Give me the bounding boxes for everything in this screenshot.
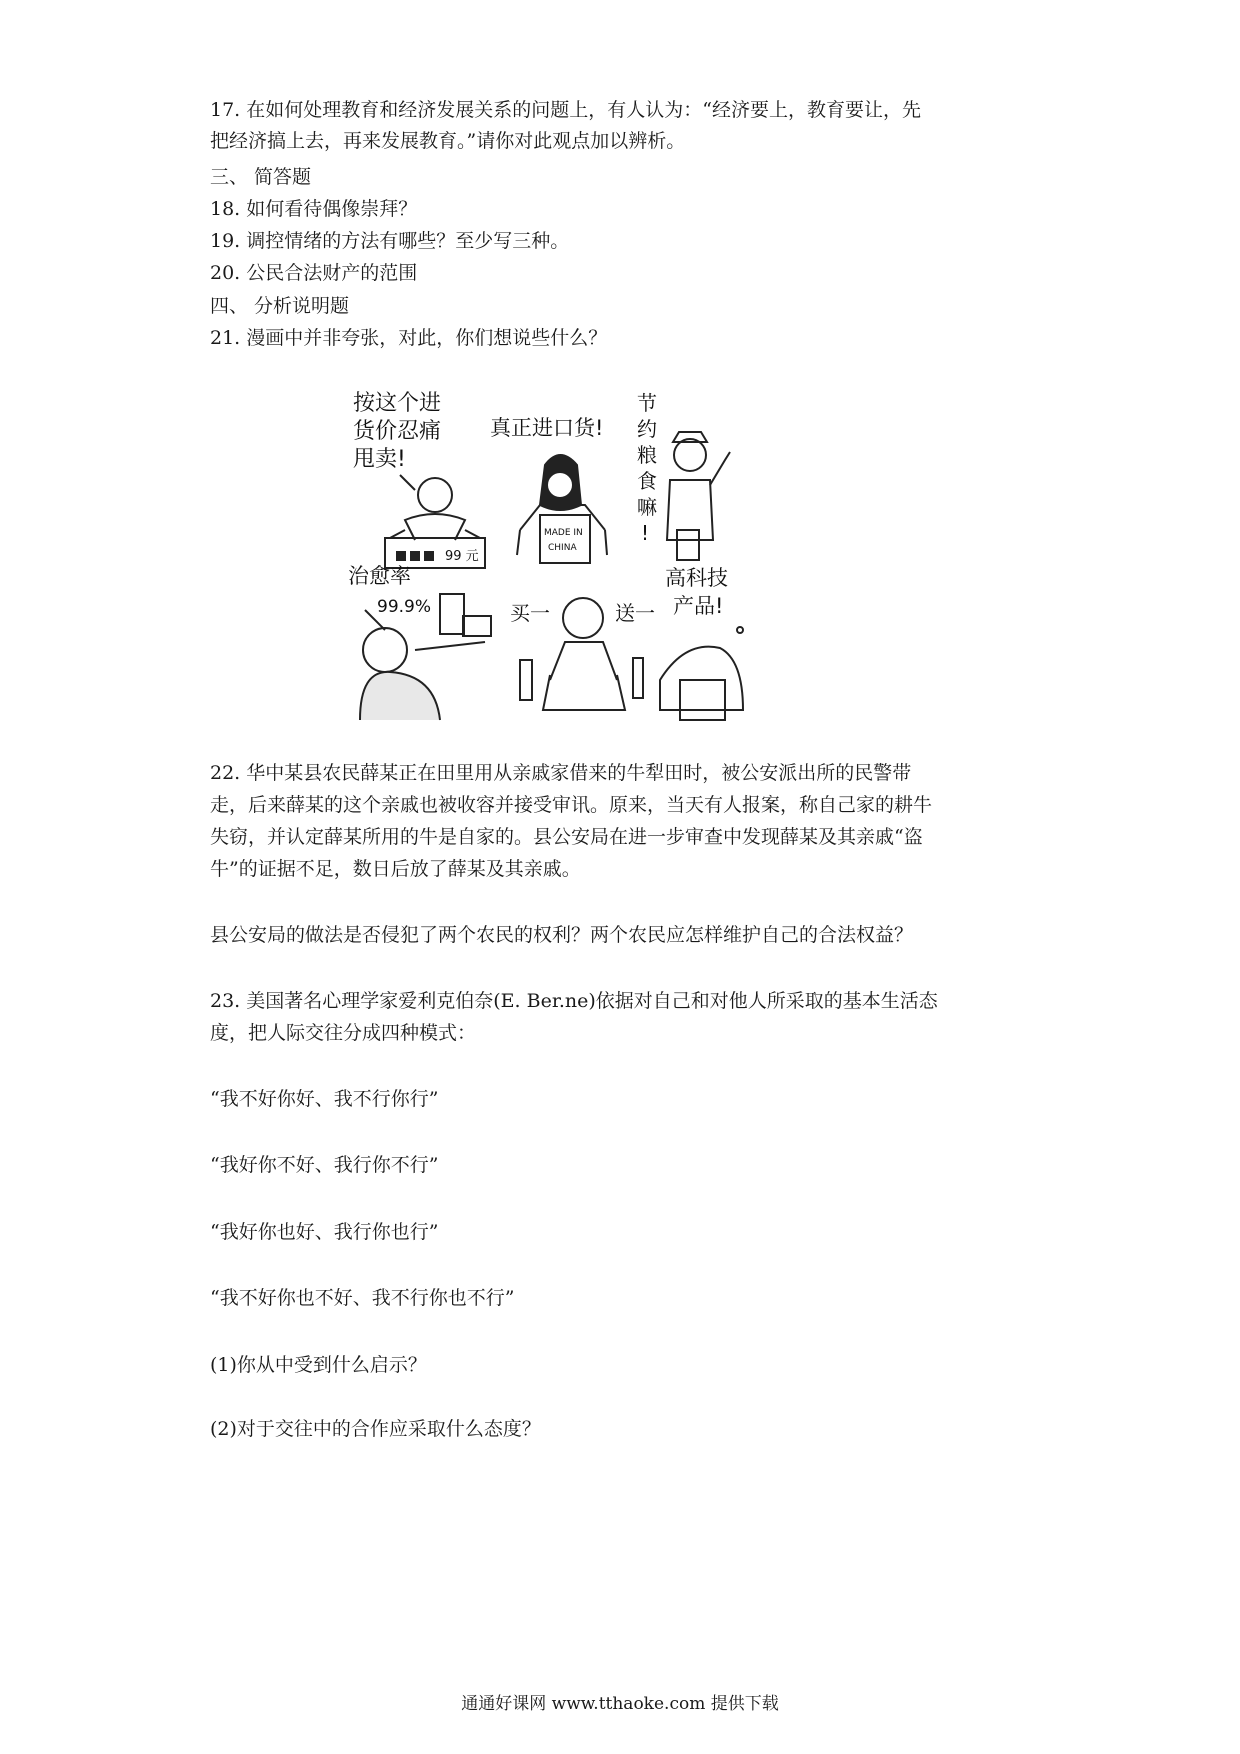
q23-mode-2: “我好你不好、我行你不行”	[210, 1154, 439, 1176]
q23-sub-1: (1)你从中受到什么启示？	[210, 1354, 427, 1376]
q21: 21. 漫画中并非夸张，对此，你们想说些什么？	[210, 327, 608, 349]
q22-line4: 牛”的证据不足，数日后放了薛某及其亲戚。	[210, 858, 581, 880]
cartoon-buyone-right: 送一	[615, 601, 655, 625]
cartoon-buyone-left: 买一	[510, 601, 550, 625]
section4-heading: 四、 分析说明题	[210, 295, 350, 317]
q23-mode-3: “我好你也好、我行你也行”	[210, 1221, 439, 1243]
q23-line1: 23. 美国著名心理学家爱利克伯奈(E. Ber.ne)依据对自己和对他人所采取的基本生活态	[210, 990, 938, 1012]
q17-line1: 17. 在如何处理教育和经济发展关系的问题上，有人认为：“经济要上，教育要让，先	[210, 99, 921, 121]
q23-mode-1: “我不好你好、我不行你行”	[210, 1088, 439, 1110]
q22-line2: 走，后来薛某的这个亲戚也被收容并接受审讯。原来，当天有人报案，称自己家的耕牛	[210, 794, 933, 816]
cartoon-official-v1: 节	[637, 391, 657, 415]
cartoon-official-v5: 嘛	[637, 495, 657, 519]
cartoon-official-v3: 粮	[637, 443, 657, 467]
cartoon-import-shirt-2: CHINA	[548, 543, 577, 553]
cartoon-official-v6: !	[641, 521, 650, 545]
cartoon-panel-salesman	[353, 391, 485, 568]
cartoon-illustration	[345, 380, 745, 730]
q17-line2: 把经济搞上去，再来发展教育。”请你对此观点加以辨析。	[210, 130, 686, 152]
q23-sub-2: (2)对于交往中的合作应采取什么态度？	[210, 1418, 541, 1440]
cartoon-salesman-text-2: 货价忍痛	[353, 419, 442, 444]
q18: 18. 如何看待偶像崇拜？	[210, 198, 418, 220]
q23-mode-4: “我不好你也不好、我不行你也不行”	[210, 1287, 515, 1309]
cartoon-panel-official	[637, 391, 730, 560]
q22-line3: 失窃，并认定薛某所用的牛是自家的。县公安局在进一步审查中发现薛某及其亲戚“盗	[210, 826, 923, 848]
cartoon-import-shirt-1: MADE IN	[544, 528, 583, 538]
cartoon-hightech-text-2: 产品!	[673, 594, 724, 618]
cartoon-hightech-text-1: 高科技	[665, 566, 728, 590]
cartoon-salesman-text-3: 甩卖!	[353, 447, 406, 472]
cartoon-panel-buyone	[510, 598, 655, 710]
q20: 20. 公民合法财产的范围	[210, 262, 418, 284]
cartoon-doctor-pct: 99.9%	[377, 597, 432, 617]
cartoon-panel-doctor	[348, 564, 491, 720]
cartoon-panel-hightech	[660, 566, 743, 720]
cartoon-official-v4: 食	[637, 469, 657, 493]
cartoon-salesman-sign: 99 元	[445, 549, 479, 564]
q23-line2: 度，把人际交往分成四种模式：	[210, 1022, 477, 1044]
cartoon-salesman-text-1: 按这个进	[353, 391, 442, 416]
cartoon-panel-import	[490, 416, 607, 563]
cartoon-import-text: 真正进口货!	[490, 416, 604, 440]
q22-line1: 22. 华中某县农民薛某正在田里用从亲戚家借来的牛犁田时，被公安派出所的民警带	[210, 762, 912, 784]
cartoon-official-v2: 约	[637, 417, 657, 441]
q19: 19. 调控情绪的方法有哪些？至少写三种。	[210, 230, 570, 252]
q22-question: 县公安局的做法是否侵犯了两个农民的权利？两个农民应怎样维护自己的合法权益？	[210, 924, 914, 946]
cartoon-doctor-text: 治愈率	[348, 564, 411, 588]
page-footer: 通通好课网 www.tthaoke.com 提供下载	[461, 1694, 779, 1714]
section3-heading: 三、 简答题	[210, 166, 312, 188]
